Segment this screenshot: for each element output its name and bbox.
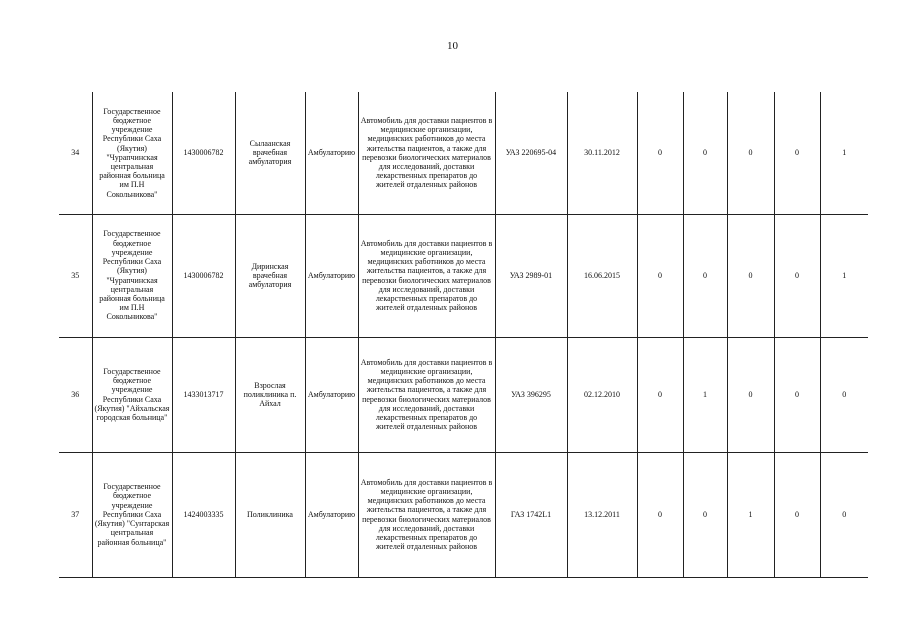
vehicle-purpose: Автомобиль для доставки пациентов в медицинские организации, медицинских работников до места жительства пациентов, а также для перевозки биологических материалов для исследований, доставки лекарственных препаратов до жителей отдаленных районов <box>358 337 495 452</box>
vehicle-model: УАЗ 396295 <box>495 337 567 452</box>
organization-name: Государственное бюджетное учреждение Республики Саха (Якутия) "Чурапчинская центральная районная больница им П.Н Сокольникова" <box>92 214 172 337</box>
acquisition-date: 30.11.2012 <box>567 92 637 214</box>
row-number: 36 <box>59 337 92 452</box>
vehicle-purpose: Автомобиль для доставки пациентов в медицинские организации, медицинских работников до места жительства пациентов, а также для перевозки биологических материалов для исследований, доставки лекарственных препаратов до жителей отдаленных районов <box>358 452 495 577</box>
vehicle-purpose: Автомобиль для доставки пациентов в медицинские организации, медицинских работников до места жительства пациентов, а также для перевозки биологических материалов для исследований, доставки лекарственных препаратов до жителей отдаленных районов <box>358 92 495 214</box>
count-col-4: 0 <box>774 337 820 452</box>
facility-type: Амбулаторию <box>305 92 358 214</box>
count-col-3: 0 <box>727 214 774 337</box>
organization-name: Государственное бюджетное учреждение Республики Саха (Якутия) "Сунтарская центральная районная больница" <box>92 452 172 577</box>
count-col-5: 1 <box>820 92 868 214</box>
acquisition-date: 16.06.2015 <box>567 214 637 337</box>
inn-code: 1430006782 <box>172 92 235 214</box>
count-col-5: 0 <box>820 337 868 452</box>
count-col-2: 0 <box>683 452 727 577</box>
inn-code: 1433013717 <box>172 337 235 452</box>
vehicle-model: УАЗ 220695-04 <box>495 92 567 214</box>
division-name: Поликлиника <box>235 452 305 577</box>
count-col-1: 0 <box>637 92 683 214</box>
count-col-4: 0 <box>774 452 820 577</box>
row-number: 34 <box>59 92 92 214</box>
inn-code: 1430006782 <box>172 214 235 337</box>
table-row <box>59 214 868 337</box>
count-col-2: 0 <box>683 214 727 337</box>
count-col-4: 0 <box>774 214 820 337</box>
count-col-4: 0 <box>774 92 820 214</box>
division-name: Диринская врачебная амбулатория <box>235 214 305 337</box>
page-number: 10 <box>447 40 458 52</box>
row-number: 35 <box>59 214 92 337</box>
facility-type: Амбулаторию <box>305 337 358 452</box>
table-row <box>59 337 868 452</box>
count-col-2: 1 <box>683 337 727 452</box>
count-col-5: 0 <box>820 452 868 577</box>
vehicle-purpose: Автомобиль для доставки пациентов в медицинские организации, медицинских работников до места жительства пациентов, а также для перевозки биологических материалов для исследований, доставки лекарственных препаратов до жителей отдаленных районов <box>358 214 495 337</box>
division-name: Сылаанская врачебная амбулатория <box>235 92 305 214</box>
acquisition-date: 02.12.2010 <box>567 337 637 452</box>
count-col-2: 0 <box>683 92 727 214</box>
count-col-3: 0 <box>727 92 774 214</box>
vehicle-registry-table <box>59 92 868 578</box>
count-col-1: 0 <box>637 214 683 337</box>
organization-name: Государственное бюджетное учреждение Республики Саха (Якутия) "Айхальская городская больница" <box>92 337 172 452</box>
facility-type: Амбулаторию <box>305 452 358 577</box>
table-row <box>59 92 868 214</box>
count-col-1: 0 <box>637 452 683 577</box>
count-col-3: 0 <box>727 337 774 452</box>
inn-code: 1424003335 <box>172 452 235 577</box>
table-row <box>59 452 868 577</box>
count-col-5: 1 <box>820 214 868 337</box>
vehicle-model: ГАЗ 1742L1 <box>495 452 567 577</box>
vehicle-model: УАЗ 2989-01 <box>495 214 567 337</box>
facility-type: Амбулаторию <box>305 214 358 337</box>
row-number: 37 <box>59 452 92 577</box>
division-name: Взрослая поликлиника п. Айхал <box>235 337 305 452</box>
count-col-3: 1 <box>727 452 774 577</box>
count-col-1: 0 <box>637 337 683 452</box>
acquisition-date: 13.12.2011 <box>567 452 637 577</box>
organization-name: Государственное бюджетное учреждение Республики Саха (Якутия) "Чурапчинская центральная районная больница им П.Н Сокольникова" <box>92 92 172 214</box>
